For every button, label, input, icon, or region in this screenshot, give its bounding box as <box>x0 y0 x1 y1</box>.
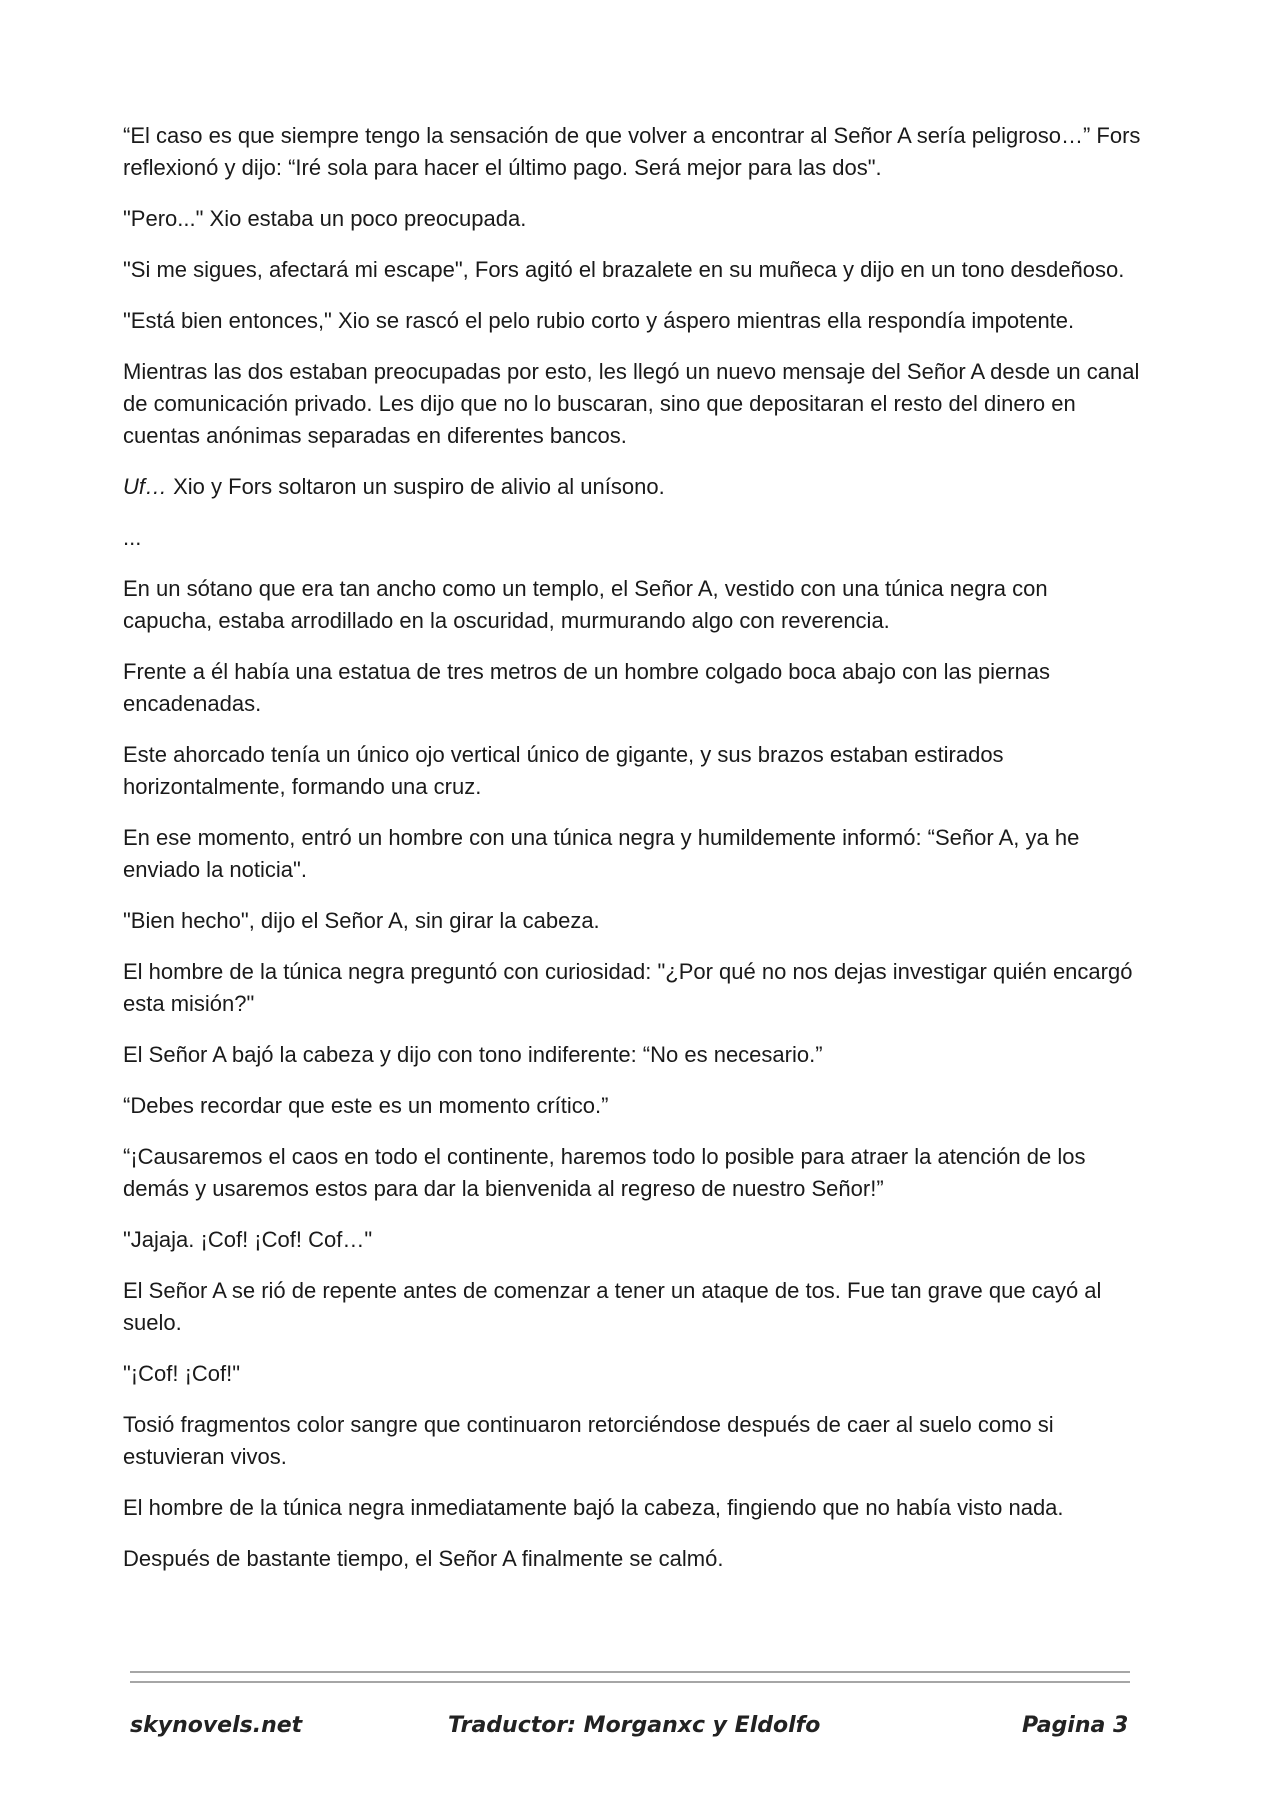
paragraph: "Pero..." Xio estaba un poco preocupada. <box>123 206 527 231</box>
page-footer <box>0 1713 1280 1753</box>
paragraph: El Señor A bajó la cabeza y dijo con tono indiferente: “No es necesario.” <box>123 1042 823 1067</box>
paragraph: "Está bien entonces," Xio se rascó el pelo rubio corto y áspero mientras ella respondía impotente. <box>123 308 1075 333</box>
document-body <box>123 120 1143 1594</box>
paragraph: "Bien hecho", dijo el Señor A, sin girar la cabeza. <box>123 908 600 933</box>
paragraph: Este ahorcado tenía un único ojo vertical único de gigante, y sus brazos estaban estirados horizontalmente, formando una cruz. <box>123 742 1004 799</box>
paragraph: En un sótano que era tan ancho como un templo, el Señor A, vestido con una túnica negra con capucha, estaba arrodillado en la oscuridad, murmurando algo con reverencia. <box>123 576 1048 633</box>
paragraph: “Debes recordar que este es un momento crítico.” <box>123 1093 609 1118</box>
paragraph: El Señor A se rió de repente antes de comenzar a tener un ataque de tos. Fue tan grave que cayó al suelo. <box>123 1278 1102 1335</box>
paragraph: "¡Cof! ¡Cof!" <box>123 1361 241 1386</box>
scene-break: ... <box>123 525 142 550</box>
paragraph: Después de bastante tiempo, el Señor A finalmente se calmó. <box>123 1546 724 1571</box>
paragraph: Frente a él había una estatua de tres metros de un hombre colgado boca abajo con las piernas encadenadas. <box>123 659 1051 716</box>
footer-translator-credit: Traductor: Morganxc y Eldolfo <box>448 1713 821 1738</box>
paragraph <box>123 471 1143 503</box>
footer-site-name: skynovels.net <box>130 1713 303 1738</box>
paragraph: El hombre de la túnica negra inmediatamente bajó la cabeza, fingiendo que no había visto nada. <box>123 1495 1064 1520</box>
paragraph: Mientras las dos estaban preocupadas por esto, les llegó un nuevo mensaje del Señor A desde un canal de comunicación privado. Les dijo que no lo buscaran, sino que depositaran el resto del dinero en cuentas anónimas separadas en diferentes bancos. <box>123 359 1140 448</box>
paragraph-text: Xio y Fors soltaron un suspiro de alivio al unísono. <box>167 474 665 499</box>
footer-page-number: Pagina 3 <box>1022 1713 1129 1738</box>
footer-divider-top <box>130 1671 1130 1673</box>
paragraph: El hombre de la túnica negra preguntó con curiosidad: "¿Por qué no nos dejas investigar quién encargó esta misión?" <box>123 959 1133 1016</box>
paragraph: “¡Causaremos el caos en todo el continente, haremos todo lo posible para atraer la atención de los demás y usaremos estos para dar la bienvenida al regreso de nuestro Señor!” <box>123 1144 1086 1201</box>
footer-divider-bottom <box>130 1681 1130 1683</box>
italic-interjection: Uf… <box>123 474 167 499</box>
paragraph: Tosió fragmentos color sangre que continuaron retorciéndose después de caer al suelo como si estuvieran vivos. <box>123 1412 1054 1469</box>
paragraph: "Si me sigues, afectará mi escape", Fors agitó el brazalete en su muñeca y dijo en un tono desdeñoso. <box>123 257 1125 282</box>
paragraph: En ese momento, entró un hombre con una túnica negra y humildemente informó: “Señor A, ya he enviado la noticia". <box>123 825 1080 882</box>
paragraph: "Jajaja. ¡Cof! ¡Cof! Cof…" <box>123 1227 373 1252</box>
paragraph: “El caso es que siempre tengo la sensación de que volver a encontrar al Señor A sería peligroso…” Fors reflexionó y dijo: “Iré sola para hacer el último pago. Será mejor para las dos". <box>123 123 1141 180</box>
